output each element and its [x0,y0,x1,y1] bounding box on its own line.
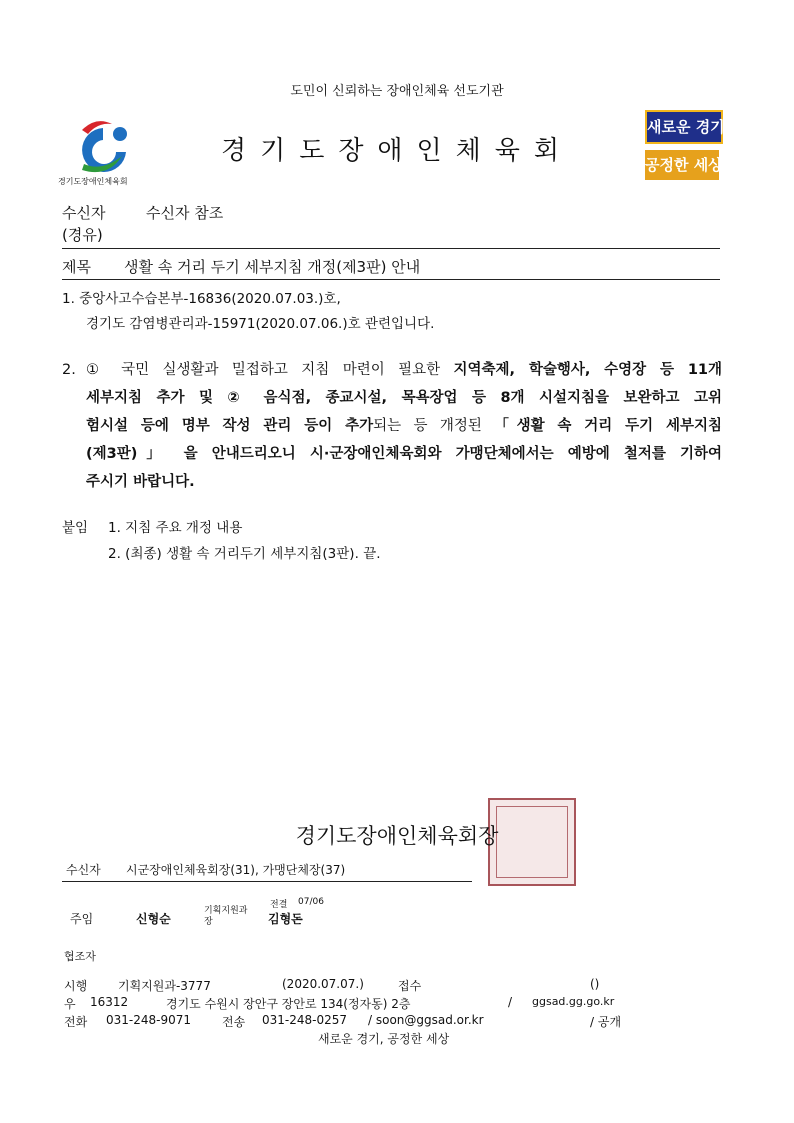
logo-text: 경기도장애인체육회 [58,177,128,186]
phone-number: 031-248-9071 [106,1013,192,1027]
item2-line3: 험시설 등에 명부 작성 관리 등이 추가되는 등 개정된 「생활 속 거리 두기 세부지침 [86,418,722,434]
signer-name: 경기도장애인체육회장 [295,824,499,848]
item2-line5: 주시기 바랍니다. [86,474,195,490]
attachment-item-1: 1. 지침 주요 개정 내용 [108,520,243,536]
recipient-label: 수신자 [62,204,106,222]
badge-fair-world: 공정한 세상 [645,150,719,180]
approval-date: 07/06 [298,897,324,907]
item2-line1: ① 국민 실생활과 밀접하고 지침 마련이 필요한 지역축제, 학술행사, 수영장 등 11개 [86,362,723,378]
attachment-item-2: 2. (최종) 생활 속 거리두기 세부지침(3판). 끝. [108,546,381,562]
item2-number: 2. [62,362,76,378]
address: 경기도 수원시 장안구 장안로 134(정자동) 2층 [166,997,411,1011]
organization-title: 경기도장애인체육회 [220,136,574,166]
fax-number: 031-248-0257 [262,1013,348,1027]
manager-name: 김형돈 [268,912,303,926]
cooperator-label: 협조자 [64,950,96,963]
staff-name: 신형순 [136,912,171,926]
fax-label: 전송 [222,1015,246,1029]
item2-line4: (제3판)」 을 안내드리오니 시·군장애인체육회와 가맹단체에서는 예방에 철저를 기하여 [86,446,722,462]
attachment-label: 붙임 [62,520,89,536]
receipt-value: () [590,977,600,991]
recipients-value: 시군장애인체육회장(31), 가맹단체장(37) [126,863,346,877]
divider-top [62,248,720,249]
exec-label: 시행 [64,979,88,993]
receipt-label: 접수 [398,979,422,993]
item2-line2: 세부지침 추가 및 ② 음식점, 종교시설, 목욕장업 등 8개 시설지침을 보완하고 고위 [86,390,722,406]
address-separator: / [508,995,513,1009]
exec-value: 기획지원과-3777 [118,979,211,993]
email-link[interactable]: / soon@ggsad.or.kr [368,1013,484,1027]
website-link[interactable]: ggsad.gg.go.kr [532,995,615,1008]
recipient-value: 수신자 참조 [146,204,224,222]
divider-recipients [62,881,472,882]
slogan: 도민이 신뢰하는 장애인체육 선도기관 [290,84,504,99]
postal-code: 16312 [90,995,129,1009]
badge-new-gyeonggi: 새로운 경기 [645,110,723,144]
postal-label: 우 [64,997,76,1011]
manager-role-suffix: 장 [204,917,213,927]
exec-date: (2020.07.07.) [282,977,364,991]
disclosure-status: / 공개 [590,1015,622,1029]
staff-role: 주임 [70,912,94,926]
item1-line2: 경기도 감염병관리과-15971(2020.07.06.)호 관련입니다. [86,316,435,332]
phone-label: 전화 [64,1015,88,1029]
divider-subject [62,279,720,280]
item1-line1: 1. 중앙사고수습본부-16836(2020.07.03.)호, [62,291,341,307]
via-label: (경유) [62,226,103,244]
approval-mark: 전결 [270,900,288,910]
footer-motto: 새로운 경기, 공정한 세상 [318,1032,450,1046]
subject-label: 제목 [62,258,91,276]
recipients-label: 수신자 [66,863,101,877]
subject-value: 생활 속 거리 두기 세부지침 개정(제3판) 안내 [124,258,421,276]
manager-role: 기획지원과 [204,906,248,916]
